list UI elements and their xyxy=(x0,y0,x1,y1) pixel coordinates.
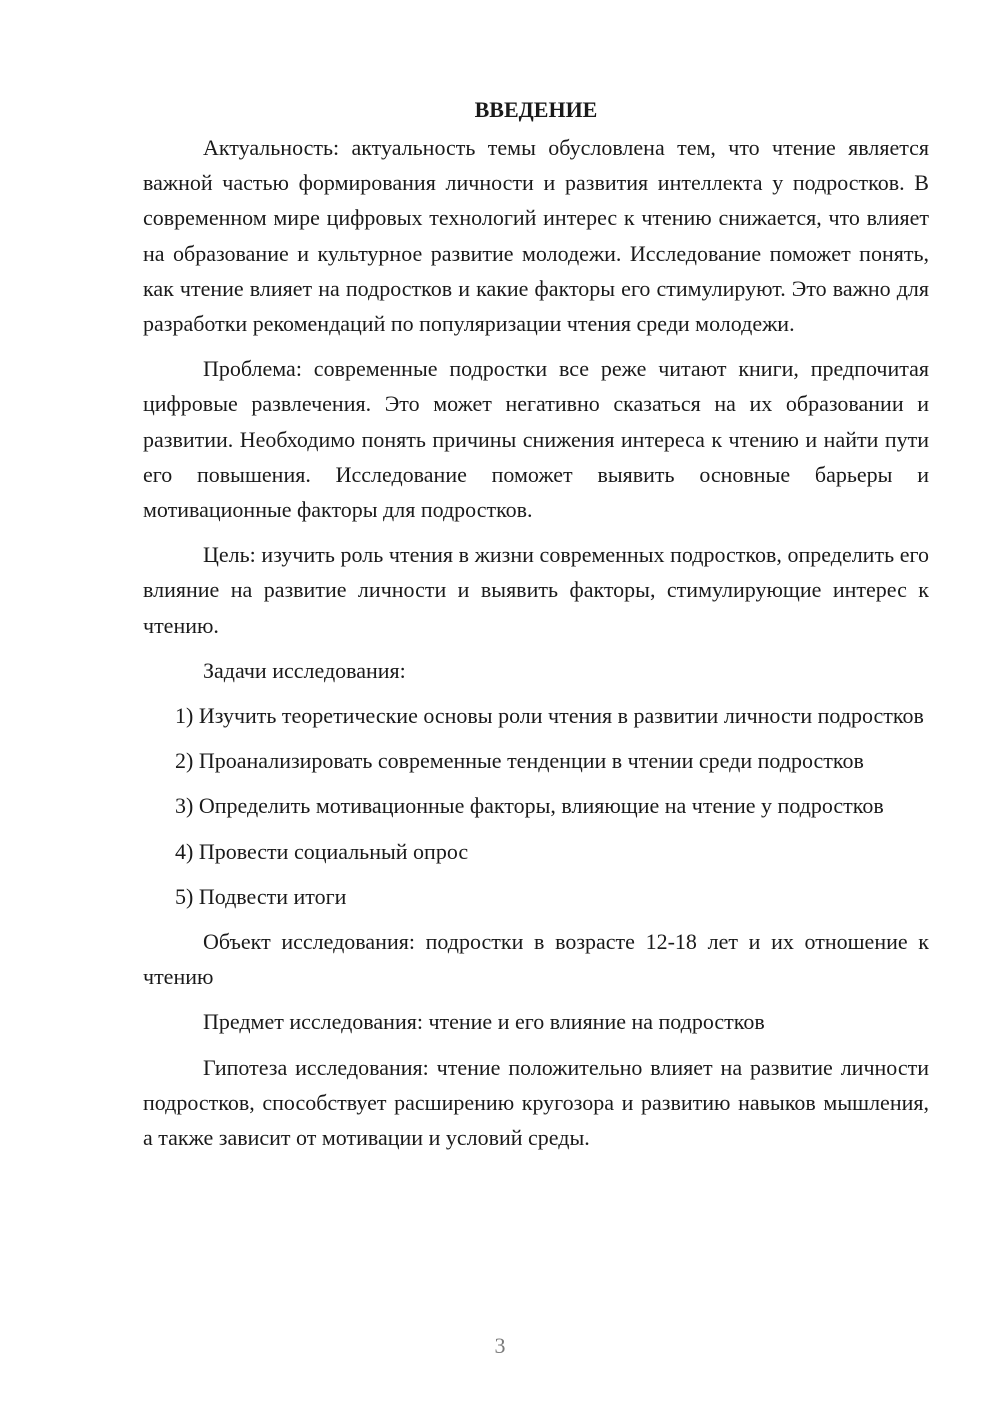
page-content xyxy=(143,92,929,1155)
task-item-5: 5) Подвести итоги xyxy=(175,883,347,909)
page-title: ВВЕДЕНИЕ xyxy=(474,97,598,122)
object-paragraph: Объект исследования: подростки в возрасте 12-18 лет и их отношение к чтению xyxy=(143,929,929,990)
relevance-paragraph: Актуальность: актуальность темы обусловлена тем, что чтение является важной частью формирования личности и развития интеллекта у подростков. В современном мире цифровых технологий интерес к чтению снижается, что влияет на образование и культурное развитие молодежи. Исследование поможет понять, как чтение влияет на подростков и какие факторы его стимулируют. Это важно для разработки рекомендаций по популяризации чтения среди молодежи. xyxy=(143,135,929,337)
task-item-3: 3) Определить мотивационные факторы, влияющие на чтение у подростков xyxy=(175,793,884,819)
task-item-2: 2) Проанализировать современные тенденции в чтении среди подростков xyxy=(175,748,864,774)
subject-paragraph: Предмет исследования: чтение и его влияние на подростков xyxy=(203,1009,765,1035)
goal-paragraph: Цель: изучить роль чтения в жизни современных подростков, определить его влияние на развитие личности и выявить факторы, стимулирующие интерес к чтению. xyxy=(143,542,929,638)
page-number: 3 xyxy=(494,1333,506,1358)
task-item-1: 1) Изучить теоретические основы роли чтения в развитии личности подростков xyxy=(175,703,924,729)
task-item-4: 4) Провести социальный опрос xyxy=(175,838,469,864)
problem-paragraph: Проблема: современные подростки все реже читают книги, предпочитая цифровые развлечения. Это может негативно сказаться на их образовании и развитии. Необходимо понять причины снижения интереса к чтению и найти пути его повышения. Исследование поможет выявить основные барьеры и мотивационные факторы для подростков. xyxy=(143,356,929,523)
hypothesis-paragraph: Гипотеза исследования: чтение положительно влияет на развитие личности подростков, способствует расширению кругозора и развитию навыков мышления, а также зависит от мотивации и условий среды. xyxy=(143,1054,929,1151)
tasks-heading: Задачи исследования: xyxy=(203,657,406,683)
